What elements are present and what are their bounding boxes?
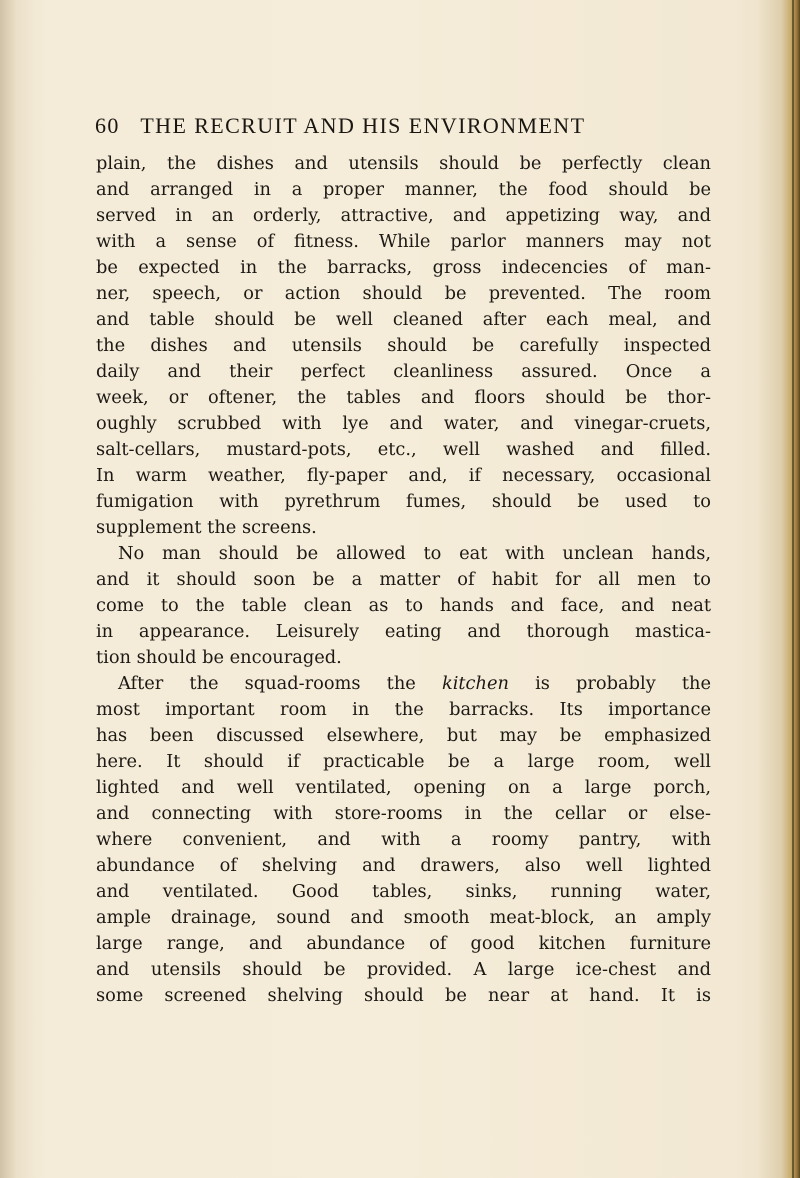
italic-term: kitchen [441, 673, 509, 694]
page-number: 60 [95, 113, 120, 138]
text-line: ample drainage, sound and smooth meat-block, an amply [96, 907, 711, 928]
text-line: with a sense of fitness. While parlor manners may not [96, 231, 711, 252]
text-line: be expected in the barracks, gross indecencies of man- [96, 257, 711, 278]
text-line: and connecting with store-rooms in the cellar or else- [96, 803, 711, 824]
text-line: served in an orderly, attractive, and appetizing way, and [96, 205, 711, 226]
text-line: abundance of shelving and drawers, also well lighted [96, 855, 711, 876]
text-line: and it should soon be a matter of habit for all men to [96, 569, 711, 590]
text-line: daily and their perfect cleanliness assured. Once a [96, 361, 711, 382]
text-line: here. It should if practicable be a large room, well [96, 751, 711, 772]
text-line: In warm weather, fly-paper and, if necessary, occasional [96, 465, 711, 486]
text-line: and utensils should be provided. A large ice-chest and [96, 959, 711, 980]
text-line: week, or oftener, the tables and floors should be thor- [96, 387, 711, 408]
text-line: has been discussed elsewhere, but may be emphasized [96, 725, 711, 746]
text-run: After the squad-rooms the [118, 673, 442, 694]
text-line: where convenient, and with a roomy pantry, with [96, 829, 711, 850]
text-line: and arranged in a proper manner, the food should be [96, 179, 711, 200]
body-text [96, 151, 711, 1009]
text-line: come to the table clean as to hands and face, and neat [96, 595, 711, 616]
text-line: in appearance. Leisurely eating and thorough mastica- [96, 621, 711, 642]
text-line: some screened shelving should be near at hand. It is [96, 985, 711, 1006]
text-line: No man should be allowed to eat with unclean hands, [118, 543, 711, 564]
text-line: and table should be well cleaned after each meal, and [96, 309, 711, 330]
text-line: fumigation with pyrethrum fumes, should be used to [96, 491, 711, 512]
text-line: plain, the dishes and utensils should be perfectly clean [96, 153, 711, 174]
page-edge [758, 0, 800, 1178]
text-line: supplement the screens. [96, 517, 317, 538]
text-line [96, 671, 711, 697]
text-line: large range, and abundance of good kitchen furniture [96, 933, 711, 954]
gutter-shadow [0, 0, 36, 1178]
text-line: oughly scrubbed with lye and water, and vinegar-cruets, [96, 413, 711, 434]
text-line: lighted and well ventilated, opening on a large porch, [96, 777, 711, 798]
text-line: tion should be encouraged. [96, 647, 342, 668]
text-line: most important room in the barracks. Its importance [96, 699, 711, 720]
text-run: is probably the [508, 673, 711, 694]
text-line: salt-cellars, mustard-pots, etc., well washed and filled. [96, 439, 711, 460]
text-line: ner, speech, or action should be prevented. The room [96, 283, 711, 304]
running-header [95, 113, 715, 139]
text-line: the dishes and utensils should be carefully inspected [96, 335, 711, 356]
running-title: THE RECRUIT AND HIS ENVIRONMENT [140, 113, 586, 138]
text-line: and ventilated. Good tables, sinks, running water, [96, 881, 711, 902]
